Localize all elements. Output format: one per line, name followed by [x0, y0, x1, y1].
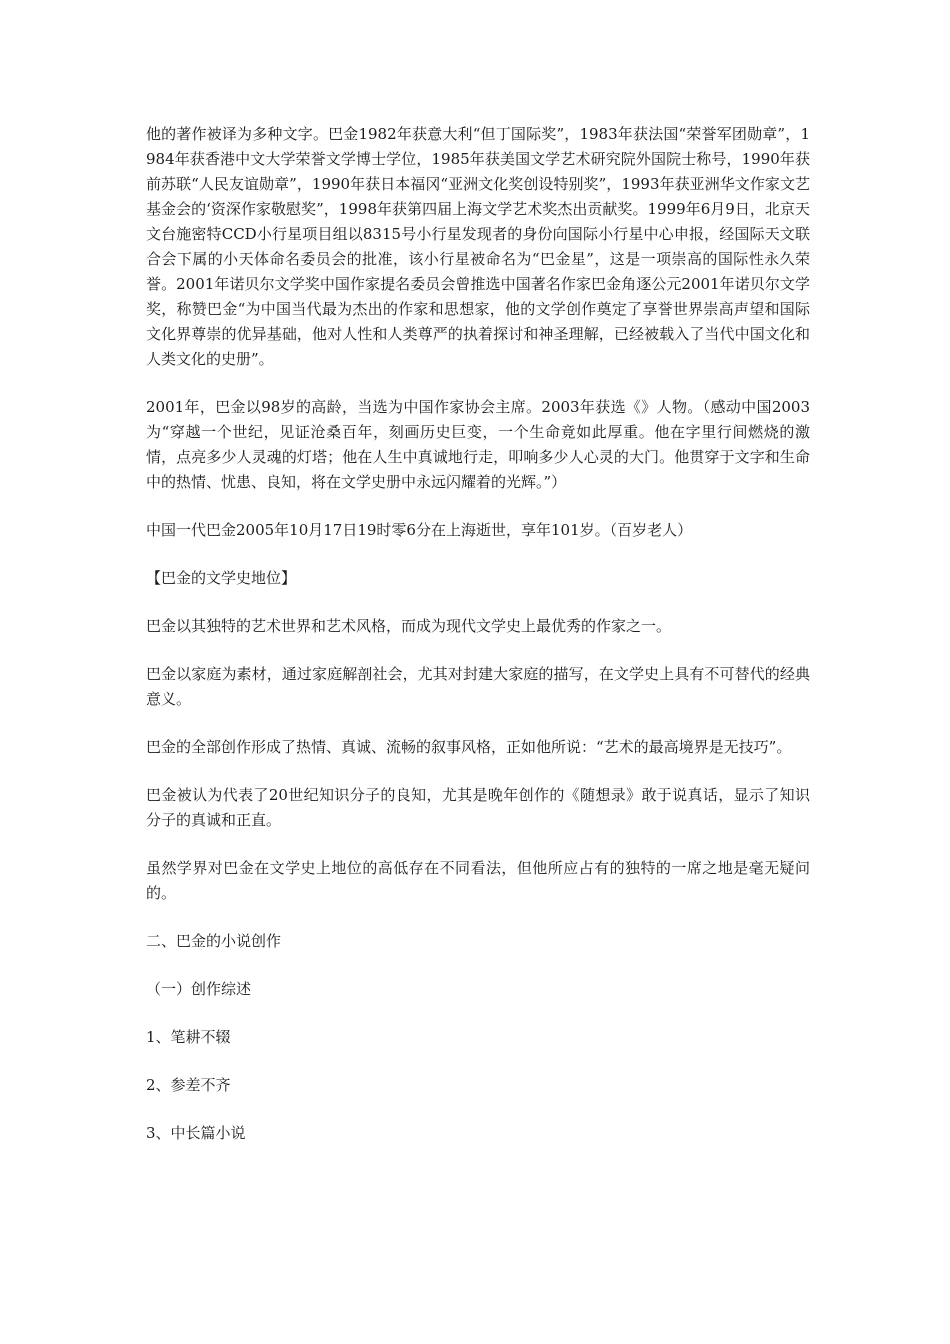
list-item-2: 2、参差不齐: [146, 1076, 231, 1094]
paragraph-awards: 他的著作被译为多种文字。巴金1982年获意大利“但丁国际奖”，1983年获法国“荣誉军团勋章”，1984年获香港中文大学荣誉文学博士学位，1985年获美国文学艺术研究院外国院士称号，1990年获前苏联“人民友谊勋章”，1990年获日本福冈“亚洲文化奖创设特别奖”，1993年获亚洲华文作家文艺基金会的‘资深作家敬慰奖”，1998年获第四届上海文学艺术奖杰出贡献奖。1999年6月9日，北京天文台施密特CCD小行星项目组以8315号小行星发现者的身份向国际小行星中心申报，经国际天文联合会下属的小天体命名委员会的批准，该小行星被命名为“巴金星”，这是一项崇高的国际性永久荣誉。2001年诺贝尔文学奖中国作家提名委员会曾推选中国著名作家巴金角逐公元2001年诺贝尔文学奖，称赞巴金“为中国当代最为杰出的作家和思想家，他的文学创作奠定了享誉世界崇高声望和国际文化界尊崇的优异基础，他对人性和人类尊严的执着探讨和神圣理解，已经被载入了当代中国文化和人类文化的史册”。: [146, 125, 810, 368]
paragraph-status-5: 虽然学界对巴金在文学史上地位的高低存在不同看法，但他所应占有的独特的一席之地是毫无疑问的。: [146, 859, 810, 902]
section-heading-novels: 二、巴金的小说创作: [146, 932, 282, 950]
paragraph-status-1: 巴金以其独特的艺术世界和艺术风格，而成为现代文学史上最优秀的作家之一。: [146, 617, 672, 635]
paragraph-death: 中国一代巴金2005年10月17日19时零6分在上海逝世，享年101岁。（百岁老人）: [146, 521, 693, 539]
list-item-3: 3、中长篇小说: [146, 1124, 246, 1142]
document-page: [146, 122, 810, 1169]
list-item-1: 1、笔耕不辍: [146, 1028, 231, 1046]
paragraph-status-3: 巴金的全部创作形成了热情、真诚、流畅的叙事风格，正如他所说：“艺术的最高境界是无技巧”。: [146, 738, 792, 756]
paragraph-2001-chairman: 2001年，巴金以98岁的高龄，当选为中国作家协会主席。2003年获选《》人物。（感动中国2003为“穿越一个世纪，见证沧桑百年，刻画历史巨变，一个生命竟如此厚重。他在字里行间燃烧的激情，点亮多少人灵魂的灯塔；他在人生中真诚地行走，叩响多少人心灵的大门。他贯穿于文字和生命中的热情、忧患、良知，将在文学史册中永远闪耀着的光辉。”）: [146, 398, 810, 491]
paragraph-status-4: 巴金被认为代表了20世纪知识分子的良知，尤其是晚年创作的《随想录》敢于说真话，显示了知识分子的真诚和正直。: [146, 786, 810, 829]
section-heading-literary-status: 【巴金的文学史地位】: [146, 569, 297, 587]
paragraph-status-2: 巴金以家庭为素材，通过家庭解剖社会，尤其对封建大家庭的描写，在文学史上具有不可替代的经典意义。: [146, 665, 810, 708]
subsection-heading-overview: （一）创作综述: [146, 980, 252, 998]
